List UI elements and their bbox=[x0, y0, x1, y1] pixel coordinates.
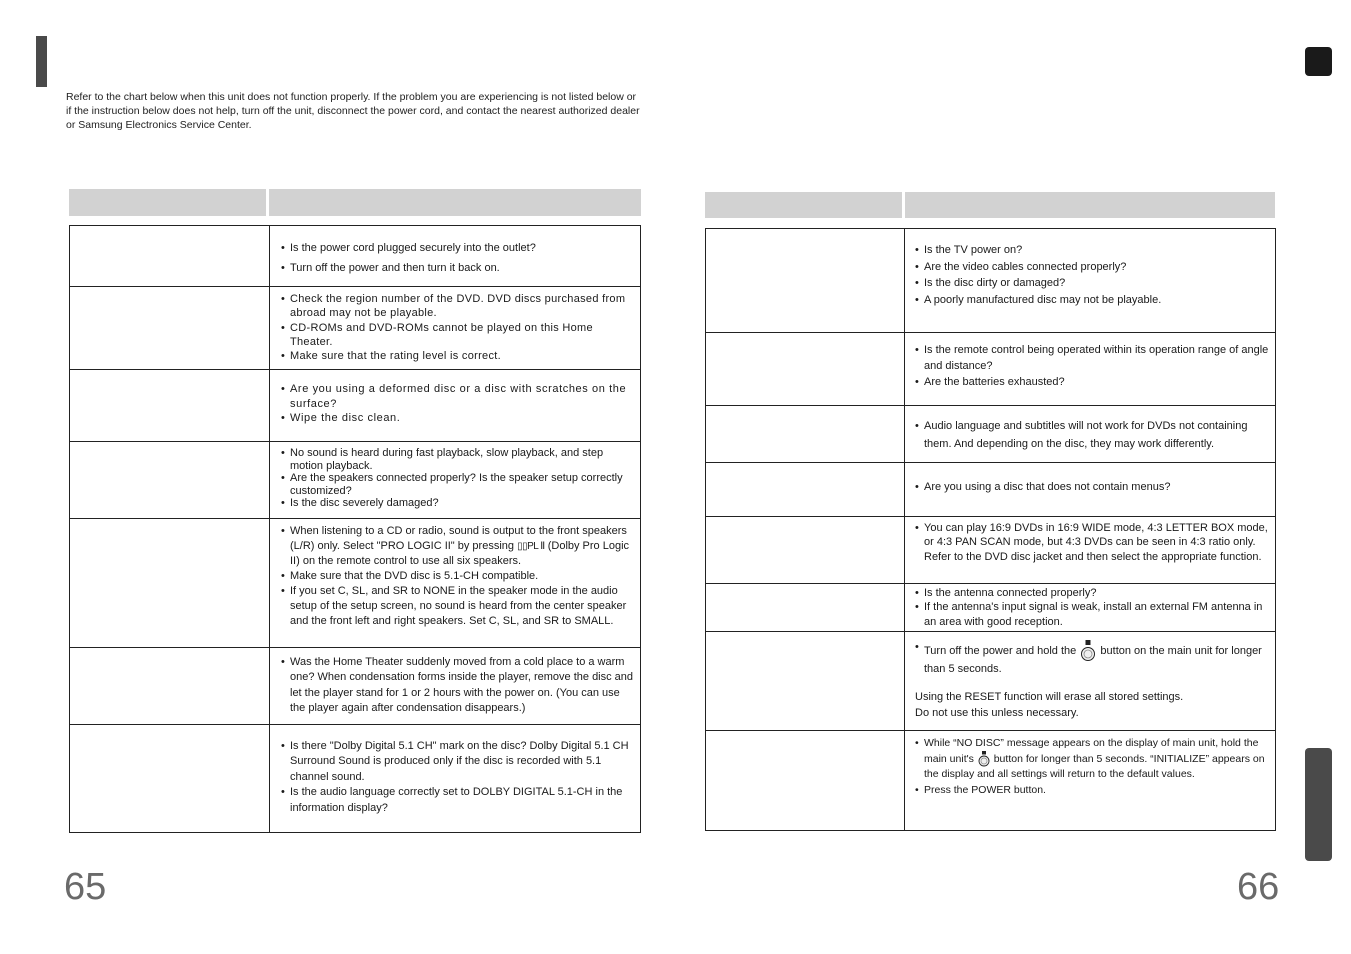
solution-cell bbox=[270, 226, 640, 286]
solution-cell bbox=[270, 519, 640, 647]
solution-cell bbox=[270, 725, 640, 832]
solution-cell bbox=[905, 584, 1275, 631]
page-number-right: 66 bbox=[1237, 866, 1280, 908]
solution-text: (Dolby Pro Logic II) on the remote control to use all six speakers. bbox=[290, 540, 630, 567]
problem-cell bbox=[706, 463, 905, 516]
left-row-2 bbox=[69, 287, 641, 370]
solution-cell bbox=[905, 406, 1275, 462]
problem-cell bbox=[70, 442, 270, 518]
problem-cell bbox=[706, 632, 905, 730]
solution-item: • Turn off the power and then turn it back on. bbox=[281, 258, 636, 278]
solution-cell bbox=[905, 229, 1275, 332]
page-number-left: 65 bbox=[64, 866, 107, 908]
solution-item: • Are you using a deformed disc or a disc with scratches on the surface? bbox=[281, 382, 636, 411]
solution-item: • CD-ROMs and DVD-ROMs cannot be played on this Home Theater. bbox=[281, 321, 636, 350]
problem-cell bbox=[70, 226, 270, 286]
solution-item: • Are the speakers connected properly? Is the speaker setup correctly customized? bbox=[281, 472, 636, 497]
left-header-solution bbox=[269, 189, 641, 216]
section-marker-bar bbox=[36, 36, 47, 87]
reset-warning: Using the RESET function will erase all stored settings. bbox=[915, 690, 1184, 703]
solution-cell bbox=[270, 370, 640, 441]
solution-item: • Press the POWER button. bbox=[915, 783, 1269, 798]
solution-item: • Is the audio language correctly set to DOLBY DIGITAL 5.1-CH in the information display? bbox=[281, 785, 634, 816]
left-row-4 bbox=[69, 442, 641, 519]
solution-item: • Check the region number of the DVD. DVD discs purchased from abroad may not be playable. bbox=[281, 292, 636, 321]
solution-item: • Are the batteries exhausted? bbox=[915, 374, 1271, 390]
left-header-problem bbox=[69, 189, 266, 216]
stop-button-icon bbox=[977, 751, 991, 767]
problem-cell bbox=[70, 519, 270, 647]
intro-text: Refer to the chart below when this unit does not function properly. If the problem you are experiencing is not listed below or if the instruction below does not help, turn off the unit, disconnect the power cord, and contact the nearest authorized dealer or Samsung Electronics Service Center. bbox=[66, 91, 640, 131]
solution-item: • Wipe the disc clean. bbox=[281, 411, 636, 426]
solution-cell bbox=[905, 517, 1275, 583]
right-header-problem bbox=[705, 192, 902, 218]
solution-cell bbox=[270, 442, 640, 518]
solution-item: • If the antenna's input signal is weak, install an external FM antenna in an area with good reception. bbox=[915, 600, 1269, 629]
solution-item: • If you set C, SL, and SR to NONE in the speaker mode in the audio setup of the setup screen, no sound is heard from the center speaker and the front left and right speakers. Set C, SL, and SR to SMALL. bbox=[281, 584, 636, 629]
solution-item: • Is the disc severely damaged? bbox=[281, 497, 636, 510]
solution-item: • Is the TV power on? bbox=[915, 242, 1271, 259]
problem-cell bbox=[70, 287, 270, 369]
problem-cell bbox=[706, 517, 905, 583]
solution-text: button for longer than 5 seconds. “INITIALIZE” appears on the display and all settings will return to the default values. bbox=[924, 753, 1265, 781]
solution-item bbox=[915, 736, 1269, 783]
right-row-6 bbox=[705, 584, 1276, 632]
right-row-4 bbox=[705, 463, 1276, 517]
solution-cell bbox=[270, 648, 640, 724]
solution-cell bbox=[905, 632, 1275, 730]
solution-cell bbox=[905, 463, 1275, 516]
solution-item: • No sound is heard during fast playback, slow playback, and step motion playback. bbox=[281, 447, 636, 472]
chapter-tab bbox=[1305, 748, 1332, 861]
solution-item: • Is the antenna connected properly? bbox=[915, 586, 1269, 600]
solution-item: • Is the disc dirty or damaged? bbox=[915, 275, 1271, 292]
solution-item bbox=[281, 524, 636, 569]
solution-item: • Are the video cables connected properly? bbox=[915, 259, 1271, 276]
solution-cell bbox=[905, 333, 1275, 405]
right-header-solution bbox=[905, 192, 1275, 218]
left-row-5 bbox=[69, 519, 641, 648]
solution-item: • Are you using a disc that does not contain menus? bbox=[915, 481, 1271, 495]
problem-cell bbox=[70, 725, 270, 832]
solution-item: • Is there "Dolby Digital 5.1 CH" mark on the disc? Dolby Digital 5.1 CH Surround Sound is produced only if the disc is recorded with 5.1 channel sound. bbox=[281, 739, 634, 785]
solution-item: • Audio language and subtitles will not work for DVDs not containing them. And depending on the disc, they may work differently. bbox=[915, 417, 1271, 453]
right-row-2 bbox=[705, 333, 1276, 406]
solution-text: Turn off the power and hold the bbox=[924, 644, 1077, 657]
right-row-7 bbox=[705, 632, 1276, 731]
problem-cell bbox=[706, 584, 905, 631]
problem-cell bbox=[706, 406, 905, 462]
reset-warning: Do not use this unless necessary. bbox=[915, 707, 1079, 719]
right-row-1 bbox=[705, 228, 1276, 333]
solution-item: • Is the power cord plugged securely into the outlet? bbox=[281, 238, 636, 258]
solution-item bbox=[915, 640, 1269, 678]
solution-cell bbox=[905, 731, 1275, 830]
solution-item: • Was the Home Theater suddenly moved from a cold place to a warm one? When condensation forms inside the player, remove the disc and let the player stand for 1 or 2 hours with the power on. (You can use the player again after condensation disappears.) bbox=[281, 655, 638, 716]
solution-item: • Is the remote control being operated within its operation range of angle and distance? bbox=[915, 342, 1271, 374]
right-row-3 bbox=[705, 406, 1276, 463]
problem-cell bbox=[706, 229, 905, 332]
solution-item: • A poorly manufactured disc may not be playable. bbox=[915, 292, 1271, 309]
solution-item: • Make sure that the DVD disc is 5.1-CH compatible. bbox=[281, 569, 636, 584]
problem-cell bbox=[70, 648, 270, 724]
problem-cell bbox=[706, 333, 905, 405]
solution-text: While “NO DISC” message appears on the display of main unit, hold the main unit's bbox=[924, 737, 1259, 766]
pro-logic-ii-icon: ▯▯PL Ⅱ bbox=[517, 541, 545, 552]
solution-cell bbox=[270, 287, 640, 369]
solution-item: • Make sure that the rating level is correct. bbox=[281, 349, 636, 363]
stop-button-icon bbox=[1079, 640, 1097, 662]
left-row-7 bbox=[69, 725, 641, 833]
left-row-6 bbox=[69, 648, 641, 725]
right-row-5 bbox=[705, 517, 1276, 584]
solution-text: button on the main unit for longer than 5 seconds. bbox=[924, 644, 1262, 675]
problem-cell bbox=[70, 370, 270, 441]
chapter-marker-square bbox=[1305, 47, 1332, 76]
right-row-8 bbox=[705, 731, 1276, 831]
left-row-3 bbox=[69, 370, 641, 442]
solution-text: When listening to a CD or radio, sound is output to the front speakers (L/R) only. Select "PRO LOGIC II" by pressing bbox=[290, 525, 627, 552]
problem-cell bbox=[706, 731, 905, 830]
left-row-1 bbox=[69, 225, 641, 287]
solution-item: • You can play 16:9 DVDs in 16:9 WIDE mode, 4:3 LETTER BOX mode, or 4:3 PAN SCAN mode, but 4:3 DVDs can be seen in 4:3 ratio only. Refer to the DVD disc jacket and then select the appropriate function. bbox=[915, 521, 1269, 564]
